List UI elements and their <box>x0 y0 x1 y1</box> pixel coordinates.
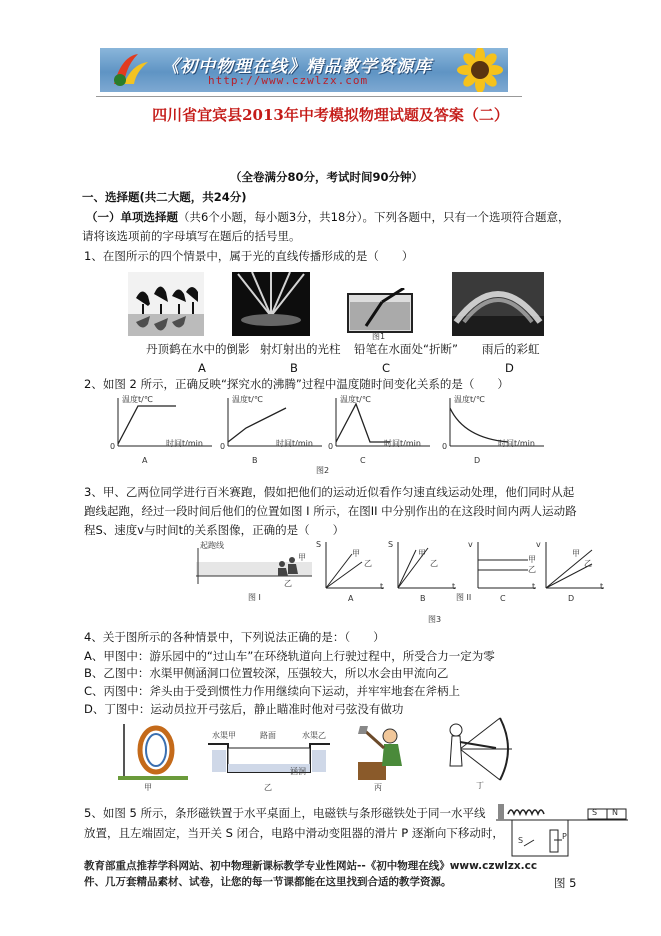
figure-I-label: 图 I <box>248 593 261 602</box>
question-3-line-2: 跑线起跑，经过一段时间后他们的位置如图 I 所示，在图II 中分别作出的在这段时间内两人运动路 <box>84 504 577 518</box>
graph-letter: B <box>252 456 258 465</box>
figure-1-label: 图1 <box>372 332 386 341</box>
axis-label: v <box>468 540 473 549</box>
graph-3-b <box>388 540 458 606</box>
culvert-label: 涵洞 <box>290 767 306 776</box>
graph-3-a <box>316 540 386 606</box>
score-note: （全卷满分80分，考试时间90分钟） <box>230 170 424 184</box>
start-line-label: 起跑线 <box>200 541 224 550</box>
header-rule <box>96 96 522 97</box>
picture-label-ding: 丁 <box>476 781 484 790</box>
runner-yi-label: 乙 <box>284 579 292 588</box>
graph-letter: C <box>500 594 506 603</box>
part-desc: （共6个小题，每小题3分，共18分）。下列各题中，只有一个选项符合题意， <box>178 210 570 224</box>
axis-origin: 0 <box>442 442 448 451</box>
section-heading: 一、选择题(共二大题，共24分) <box>82 190 247 204</box>
graph-letter: A <box>142 456 148 465</box>
question-3-line-3: 程S、速度v与时间t的关系图像，正确的是（ ） <box>84 523 345 537</box>
photo-rainbow <box>452 272 544 336</box>
picture-label-jia: 甲 <box>144 783 152 792</box>
question-4-option-d: D、丁图中：运动员拉开弓弦后，静止瞄准时他对弓弦没有做功 <box>84 702 404 716</box>
picture-axe-chopping <box>344 722 416 790</box>
graph-letter: C <box>360 456 366 465</box>
question-5-line-2: 放置，且左端固定，当开关 S 闭合，电路中滑动变阻器的滑片 P 逐渐向下移动时， <box>84 826 504 840</box>
axis-origin: 0 <box>110 442 116 451</box>
graph-letter: A <box>348 594 354 603</box>
axis-x-label: 时间t/min <box>166 439 203 448</box>
option-letter-d: D <box>505 361 514 375</box>
axis-y-label: 温度t/℃ <box>232 395 263 404</box>
figure-3-label: 图3 <box>428 615 442 624</box>
part-title: （一）单项选择题 <box>86 210 178 224</box>
picture-roller-coaster <box>116 722 190 790</box>
site-banner <box>100 48 508 92</box>
caption-a: 丹顶鹤在水中的倒影 <box>146 342 250 356</box>
graph-letter: D <box>474 456 481 465</box>
figure-5-label: 图 5 <box>554 876 577 890</box>
canal-b-label: 水渠乙 <box>302 731 326 740</box>
axis-origin: 0 <box>328 442 334 451</box>
picture-archer <box>436 716 516 790</box>
series-yi-label: 乙 <box>430 559 438 568</box>
figure-5-circuit <box>496 796 628 866</box>
graph-2-c <box>330 394 432 468</box>
banner-title: 《初中物理在线》精品教学资源库 <box>162 57 432 77</box>
axis-t-label: t <box>600 582 604 591</box>
document-title: 四川省宜宾县2013年中考模拟物理试题及答案（二） <box>152 106 509 124</box>
graph-2-d <box>444 394 546 468</box>
graph-3-d <box>536 540 606 606</box>
question-3-line-1: 3、甲、乙两位同学进行百米赛跑，假如把他们的运动近似看作匀速直线运动处理，他们同时从起 <box>84 485 575 499</box>
series-yi-label: 乙 <box>584 559 592 568</box>
graph-letter: B <box>420 594 426 603</box>
question-4-option-b: B、乙图中：水渠甲侧涵洞口位置较深，压强较大，所以水会由甲流向乙 <box>84 666 449 680</box>
axis-t-label: t <box>380 582 384 591</box>
axis-y-label: 温度t/℃ <box>340 395 371 404</box>
graph-3-c <box>468 540 538 606</box>
axis-label: S <box>316 540 322 549</box>
figure-2-label: 图2 <box>316 466 330 475</box>
question-1: 1、在图所示的四个情景中，属于光的直线传播形成的是（ ） <box>84 249 414 263</box>
question-5-line-1: 5、如图 5 所示，条形磁铁置于水平桌面上，电磁铁与条形磁铁处于同一水平线 <box>84 806 486 820</box>
sunflower-icon <box>452 48 508 92</box>
axis-t-label: t <box>452 582 456 591</box>
road-label: 路面 <box>260 731 276 740</box>
photo-pencil-water <box>344 288 416 336</box>
part-heading <box>86 210 570 225</box>
graph-2-a <box>112 394 214 468</box>
banner-url[interactable]: http://www.czwlzx.com <box>208 74 369 87</box>
caption-b: 射灯射出的光柱 <box>260 342 341 356</box>
graph-letter: D <box>568 594 575 603</box>
question-4: 4、关于图所示的各种情景中，下列说法正确的是：（ ） <box>84 630 385 644</box>
series-yi-label: 乙 <box>364 559 372 568</box>
axis-y-label: 温度t/℃ <box>122 395 153 404</box>
question-2: 2、如图 2 所示，正确反映“探究水的沸腾”过程中温度随时间变化关系的是（ ） <box>84 377 509 391</box>
option-letter-a: A <box>198 361 206 375</box>
series-jia-label: 甲 <box>572 549 580 558</box>
picture-canal-culvert <box>206 728 332 790</box>
footer-line-2: 件、几万套精品素材、试卷，让您的每一节课都能在这里找到合适的教学资源。 <box>84 876 452 888</box>
magnet-n-label: N <box>612 808 618 817</box>
option-letter-c: C <box>382 361 391 375</box>
series-yi-label: 乙 <box>528 565 536 574</box>
axis-x-label: 时间t/min <box>498 439 535 448</box>
axis-y-label: 温度t/℃ <box>454 395 485 404</box>
graph-2-b <box>222 394 324 468</box>
photo-spotlight-beams <box>232 272 310 336</box>
series-jia-label: 甲 <box>352 549 360 558</box>
option-letter-b: B <box>290 361 298 375</box>
picture-label-yi: 乙 <box>264 783 272 792</box>
figure-3-track <box>196 540 312 602</box>
axis-label: S <box>388 540 394 549</box>
figure-II-label: 图 II <box>456 593 472 602</box>
axis-label: v <box>536 540 541 549</box>
series-jia-label: 甲 <box>418 549 426 558</box>
axis-origin: 0 <box>220 442 226 451</box>
caption-d: 雨后的彩虹 <box>482 342 540 356</box>
footer-line-1: 教育部重点推荐学科网站、初中物理新课标教学专业性网站--《初中物理在线》www.czwlzx.cc <box>84 860 538 872</box>
switch-s-label: S <box>518 836 524 845</box>
canal-a-label: 水渠甲 <box>212 731 236 740</box>
picture-label-bing: 丙 <box>374 783 382 792</box>
question-4-option-c: C、丙图中：斧头由于受到惯性力作用继续向下运动，并牢牢地套在斧柄上 <box>84 684 461 698</box>
logo-icon <box>104 50 156 90</box>
axis-x-label: 时间t/min <box>384 439 421 448</box>
series-jia-label: 甲 <box>528 555 536 564</box>
runner-jia-label: 甲 <box>298 553 306 562</box>
part-instruction: 请将该选项前的字母填写在题后的括号里。 <box>82 229 301 243</box>
slider-p-label: P <box>562 832 567 841</box>
question-4-option-a: A、甲图中：游乐园中的“过山车”在环绕轨道向上行驶过程中，所受合力一定为零 <box>84 649 495 663</box>
photo-crane-reflection <box>128 272 204 336</box>
axis-t-label: t <box>532 582 536 591</box>
magnet-s-label: S <box>592 808 598 817</box>
axis-x-label: 时间t/min <box>276 439 313 448</box>
caption-c: 铅笔在水面处“折断” <box>354 342 458 356</box>
